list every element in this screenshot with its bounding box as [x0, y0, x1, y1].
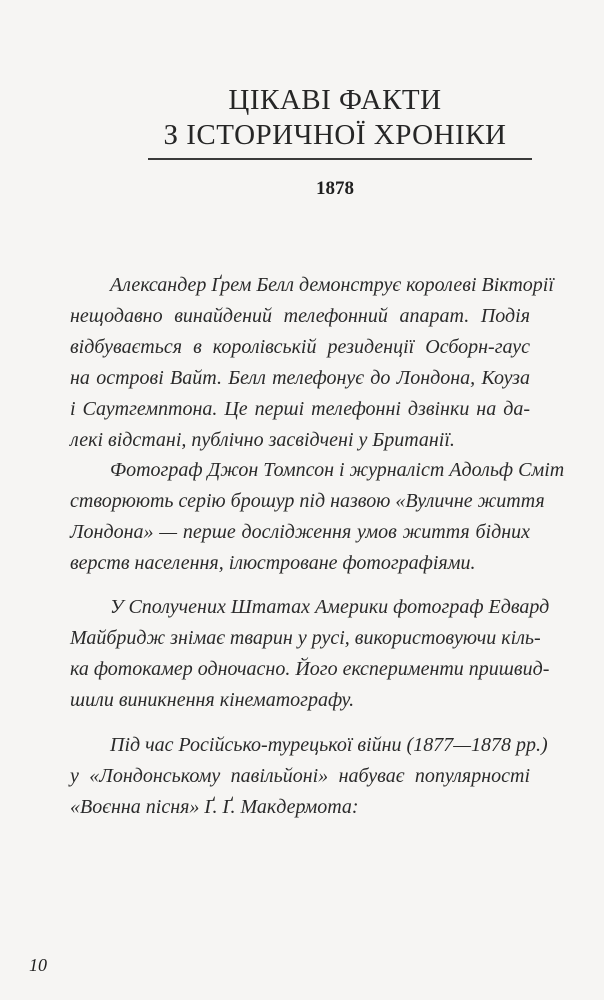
paragraph-1-line: лекі відстані, публічно засвідчені у Британії.: [70, 429, 455, 451]
paragraph-4-line: Під час Російсько-турецької війни (1877—1878 рр.): [110, 734, 548, 756]
page-number: 10: [29, 955, 47, 975]
paragraph-3-line: шили виникнення кінематографу.: [70, 689, 355, 711]
paragraph-3-line: Майбридж знімає тварин у русі, використовуючи кіль-: [70, 627, 541, 649]
paragraph-2-line: створюють серію брошур під назвою «Вуличне життя: [70, 490, 545, 512]
paragraph-3-line: ка фотокамер одночасно. Його експерименти пришвид-: [70, 658, 550, 680]
paragraph-2-line: Лондона» — перше дослідження умов життя бідних: [70, 521, 530, 543]
title-divider: [148, 158, 532, 160]
paragraph-2-line: верств населення, ілюстроване фотографіями.: [70, 552, 476, 574]
chapter-title-line-2: З ІСТОРИЧНОЇ ХРОНІКИ: [163, 119, 507, 151]
chapter-title-line-1: ЦІКАВІ ФАКТИ: [228, 84, 442, 116]
paragraph-1-line: і Саутгемптона. Це перші телефонні дзвінки на да-: [70, 398, 530, 420]
paragraph-1-line: нещодавно винайдений телефонний апарат. Подія: [70, 305, 530, 327]
paragraph-2-line: Фотограф Джон Томпсон і журналіст Адольф Сміт: [110, 459, 565, 481]
paragraph-1-line: відбувається в королівській резиденції Осборн-гаус: [70, 336, 530, 358]
paragraph-4-line: у «Лондонському павільйоні» набуває популярності: [70, 765, 530, 787]
paragraph-1-line: Александер Ґрем Белл демонструє королеві Вікторії: [110, 274, 554, 296]
paragraph-1-line: на острові Вайт. Белл телефонує до Лондона, Коуза: [70, 367, 530, 389]
paragraph-4-line: «Воєнна пісня» Ґ. Ґ. Макдермота:: [70, 796, 359, 818]
paragraph-3-line: У Сполучених Штатах Америки фотограф Едвард: [110, 596, 550, 618]
year-heading: 1878: [316, 178, 354, 199]
